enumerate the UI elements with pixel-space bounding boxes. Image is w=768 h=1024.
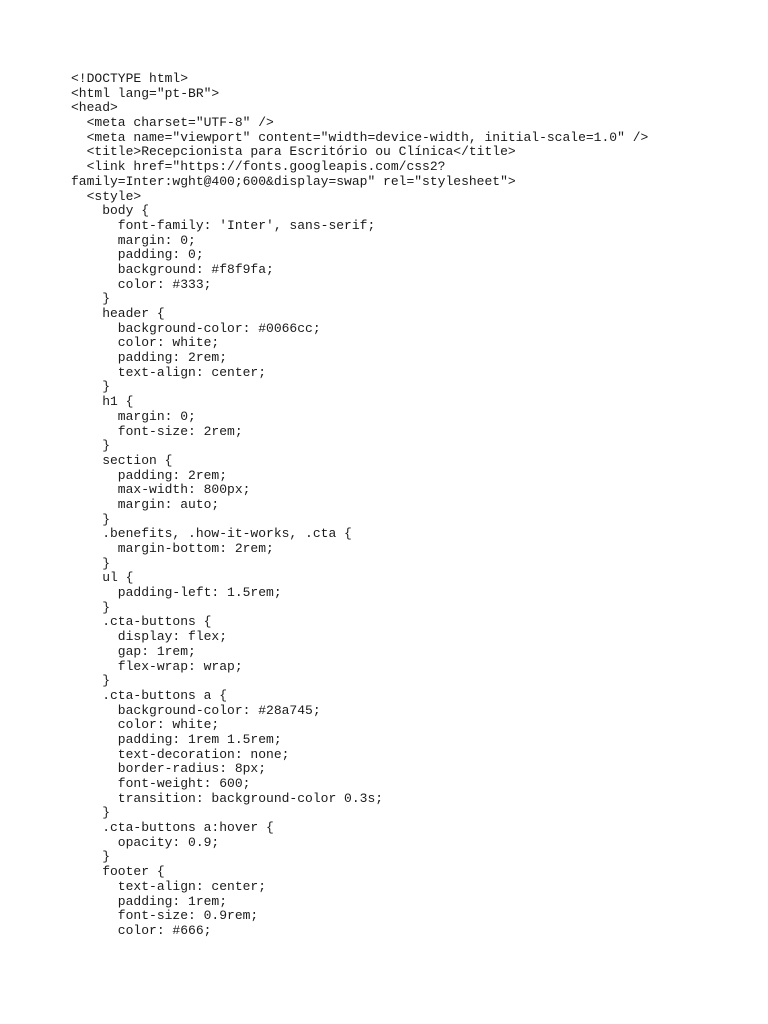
- code-line: color: white;: [71, 717, 220, 733]
- code-line: background-color: #0066cc;: [71, 320, 321, 336]
- code-line: font-weight: 600;: [71, 776, 251, 791]
- code-line: display: flex;: [71, 629, 228, 645]
- code-line: padding-left: 1.5rem;: [71, 585, 282, 601]
- code-line: flex-wrap: wrap;: [71, 658, 243, 674]
- code-line: text-decoration: none;: [71, 746, 290, 762]
- code-line: .cta-buttons a {: [71, 687, 228, 703]
- code-line: gap: 1rem;: [71, 643, 196, 659]
- code-line: color: #333;: [71, 276, 212, 292]
- code-line: }: [71, 599, 111, 615]
- code-line: text-align: center;: [71, 364, 267, 380]
- code-line: margin: 0;: [71, 408, 196, 424]
- code-listing: [71, 72, 751, 939]
- code-line: margin: 0;: [71, 232, 196, 248]
- code-line: padding: 1rem 1.5rem;: [71, 731, 282, 747]
- code-line: header {: [71, 306, 165, 321]
- code-line: }: [71, 291, 111, 307]
- code-line: }: [71, 438, 111, 454]
- code-line: <meta charset="UTF-8" />: [71, 115, 274, 131]
- code-line: <html lang="pt-BR">: [71, 85, 220, 101]
- code-line: footer {: [71, 864, 165, 880]
- code-line: text-align: center;: [71, 878, 267, 894]
- code-line: .benefits, .how-it-works, .cta {: [71, 526, 352, 542]
- code-line: <meta name="viewport" content="width=device-width, initial-scale=1.0" />: [71, 129, 649, 145]
- code-line: font-family: 'Inter', sans-serif;: [71, 217, 376, 233]
- code-line: h1 {: [71, 394, 134, 410]
- code-line: section {: [71, 452, 173, 468]
- code-line: <head>: [71, 100, 118, 116]
- code-line: }: [71, 673, 111, 689]
- code-line: }: [71, 511, 111, 527]
- code-line: <title>Recepcionista para Escritório ou Clínica</title>: [71, 144, 516, 160]
- code-line: background-color: #28a745;: [71, 702, 321, 718]
- code-line: .cta-buttons a:hover {: [71, 820, 274, 836]
- code-line: <link href="https://fonts.googleapis.com/css2?: [71, 159, 446, 175]
- code-line: padding: 0;: [71, 247, 204, 263]
- code-line: .cta-buttons {: [71, 614, 212, 630]
- code-line: }: [71, 379, 111, 395]
- code-line: opacity: 0.9;: [71, 834, 220, 850]
- code-line: <!DOCTYPE html>: [71, 71, 189, 86]
- code-line: <style>: [71, 188, 142, 204]
- code-line: color: #666;: [71, 922, 212, 938]
- code-line: body {: [71, 203, 150, 219]
- code-line: margin-bottom: 2rem;: [71, 541, 274, 556]
- code-line: font-size: 2rem;: [71, 423, 243, 439]
- code-line: color: white;: [71, 335, 220, 351]
- code-line: font-size: 0.9rem;: [71, 908, 259, 924]
- code-line: transition: background-color 0.3s;: [71, 790, 384, 806]
- code-line: family=Inter:wght@400;600&display=swap" rel="stylesheet">: [71, 173, 516, 189]
- code-line: border-radius: 8px;: [71, 761, 267, 777]
- code-line: ul {: [71, 570, 134, 586]
- code-line: padding: 2rem;: [71, 350, 228, 366]
- code-line: }: [71, 555, 111, 571]
- code-line: max-width: 800px;: [71, 482, 251, 498]
- code-line: }: [71, 805, 111, 821]
- code-line: background: #f8f9fa;: [71, 261, 274, 277]
- code-line: padding: 1rem;: [71, 893, 228, 909]
- code-line: margin: auto;: [71, 496, 220, 512]
- code-line: padding: 2rem;: [71, 467, 228, 483]
- code-line: }: [71, 849, 111, 865]
